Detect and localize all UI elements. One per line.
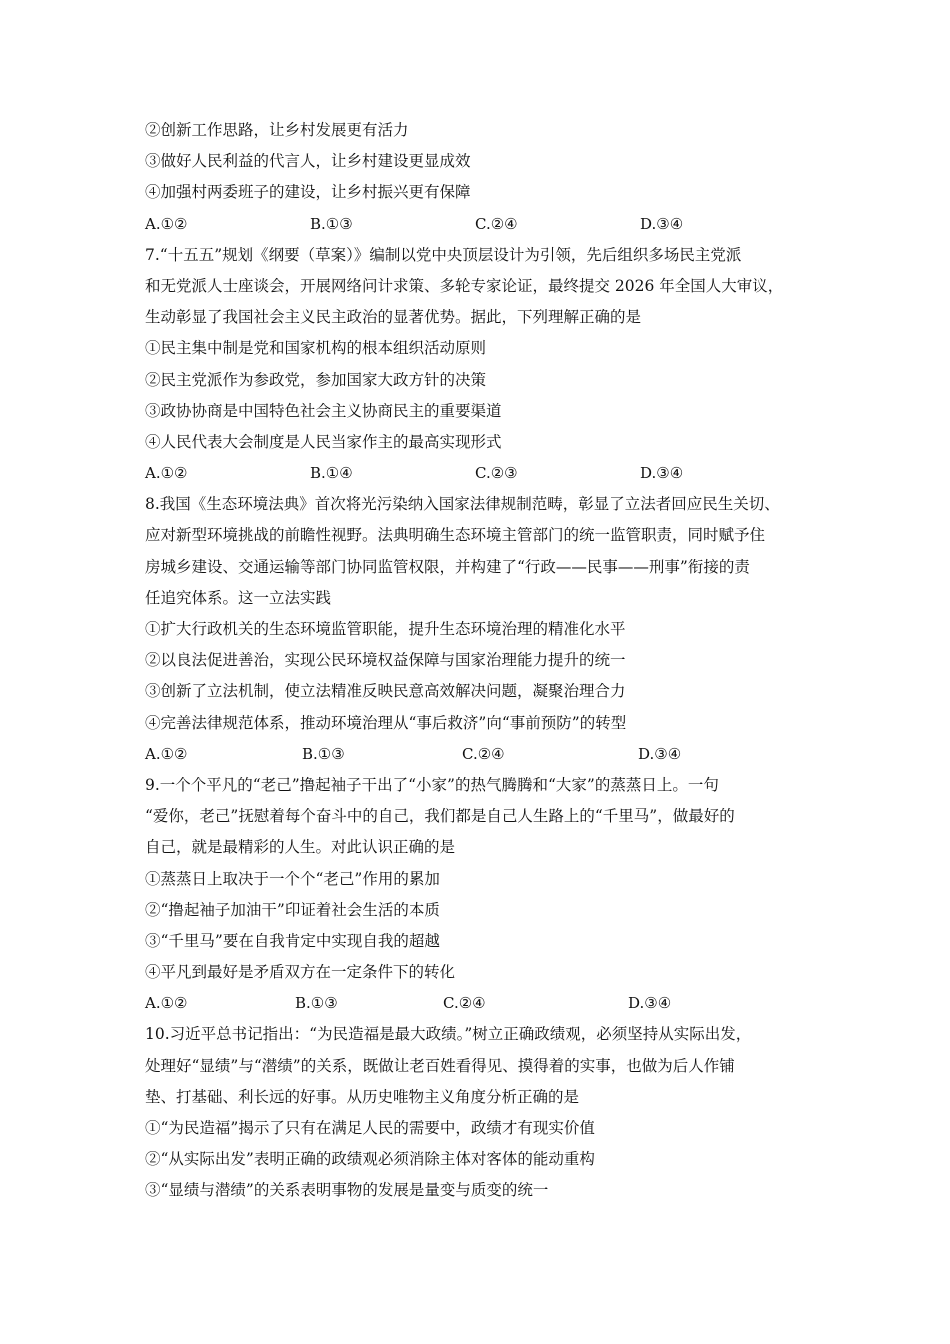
q7-stem-line-1: 7.“十五五”规划《纲要（草案）》编制以党中央顶层设计为引领，先后组织多场民主党派 (145, 245, 742, 264)
q9-stem-line-2: “爱你，老己”抚慰着每个奋斗中的自己，我们都是自己人生路上的“千里马”，做最好的 (145, 807, 735, 826)
q8-option-c: C.②④ (462, 744, 505, 763)
q6-option-a: A.①② (145, 214, 188, 233)
q10-item-2: ②“从实际出发”表明正确的政绩观必须消除主体对客体的能动重构 (145, 1150, 595, 1169)
q8-stem-line-1: 8.我国《生态环境法典》首次将光污染纳入国家法律规制范畴，彰显了立法者回应民生关切、 (145, 495, 780, 514)
question-6-continued (145, 115, 810, 240)
q8-stem-line-3: 房城乡建设、交通运输等部门协同监管权限，并构建了“行政——民事——刑事”衔接的责 (145, 557, 750, 576)
q10-item-1: ①“为民造福”揭示了只有在满足人民的需要中，政绩才有现实价值 (145, 1119, 595, 1137)
q7-item-2: ②民主党派作为参政党，参加国家大政方针的决策 (145, 370, 487, 389)
q9-stem-line-1: 9.一个个平凡的“老己”撸起袖子干出了“小家”的热气腾腾和“大家”的蒸蒸日上。一句 (145, 775, 719, 794)
q6-item-3: ③做好人民利益的代言人，让乡村建设更显成效 (145, 152, 471, 171)
q10-stem-line-3: 垫、打基础、利长远的好事。从历史唯物主义角度分析正确的是 (145, 1087, 580, 1106)
q6-options (145, 209, 810, 240)
q7-item-4: ④人民代表大会制度是人民当家作主的最高实现形式 (145, 432, 502, 451)
q9-option-b: B.①③ (295, 994, 338, 1013)
q7-stem-line-2: 和无党派人士座谈会，开展网络问计求策、多轮专家论证，最终提交 2026 年全国人大审议， (145, 276, 784, 295)
exam-page (145, 115, 810, 1207)
q9-stem-line-3: 自己，就是最精彩的人生。对此认识正确的是 (145, 838, 456, 857)
q9-options (145, 988, 810, 1019)
q7-stem-line-3: 生动彰显了我国社会主义民主政治的显著优势。据此，下列理解正确的是 (145, 308, 642, 327)
q9-option-d: D.③④ (628, 994, 672, 1013)
q7-option-a: A.①② (145, 464, 188, 483)
q6-option-d: D.③④ (640, 214, 684, 233)
q8-stem-line-4: 任追究体系。这一立法实践 (145, 588, 332, 607)
q8-stem-line-2: 应对新型环境挑战的前瞻性视野。法典明确生态环境主管部门的统一监管职责，同时赋予住 (145, 526, 766, 545)
question-7 (145, 240, 810, 490)
q7-option-c: C.②③ (475, 464, 518, 483)
q7-item-3: ③政协协商是中国特色社会主义协商民主的重要渠道 (145, 401, 502, 420)
q7-item-1: ①民主集中制是党和国家机构的根本组织活动原则 (145, 339, 487, 358)
q8-option-b: B.①③ (302, 744, 345, 763)
q9-item-4: ④平凡到最好是矛盾双方在一定条件下的转化 (145, 963, 456, 982)
q6-item-2: ②创新工作思路，让乡村发展更有活力 (145, 121, 409, 139)
q7-option-d: D.③④ (640, 464, 684, 483)
q8-item-3: ③创新了立法机制，使立法精准反映民意高效解决问题，凝聚治理合力 (145, 682, 626, 701)
q9-option-a: A.①② (145, 994, 188, 1013)
q8-item-2: ②以良法促进善治，实现公民环境权益保障与国家治理能力提升的统一 (145, 651, 626, 670)
q8-option-d: D.③④ (638, 744, 682, 763)
question-9 (145, 770, 810, 1020)
q9-item-3: ③“千里马”要在自我肯定中实现自我的超越 (145, 931, 440, 950)
q10-stem-line-2: 处理好“显绩”与“潜绩”的关系，既做让老百姓看得见、摸得着的实事，也做为后人作铺 (145, 1056, 735, 1075)
q9-item-1: ①蒸蒸日上取决于一个个“老己”作用的累加 (145, 869, 440, 888)
q7-options (145, 458, 810, 489)
q9-item-2: ②“撸起袖子加油干”印证着社会生活的本质 (145, 900, 440, 919)
q8-options (145, 739, 810, 770)
q8-item-1: ①扩大行政机关的生态环境监管职能，提升生态环境治理的精准化水平 (145, 620, 626, 638)
question-10 (145, 1019, 810, 1206)
q8-option-a: A.①② (145, 744, 188, 763)
q8-item-4: ④完善法律规范体系，推动环境治理从“事后救济”向“事前预防”的转型 (145, 713, 627, 732)
q7-option-b: B.①④ (310, 464, 353, 483)
question-8 (145, 489, 810, 770)
q6-option-c: C.②④ (475, 214, 518, 233)
q10-item-3: ③“显绩与潜绩”的关系表明事物的发展是量变与质变的统一 (145, 1181, 549, 1200)
q6-option-b: B.①③ (310, 214, 353, 233)
q6-item-4: ④加强村两委班子的建设，让乡村振兴更有保障 (145, 183, 471, 202)
q10-stem-line-1: 10.习近平总书记指出：“为民造福是最大政绩。”树立正确政绩观，必须坚持从实际出发， (145, 1025, 752, 1044)
q9-option-c: C.②④ (443, 994, 486, 1013)
